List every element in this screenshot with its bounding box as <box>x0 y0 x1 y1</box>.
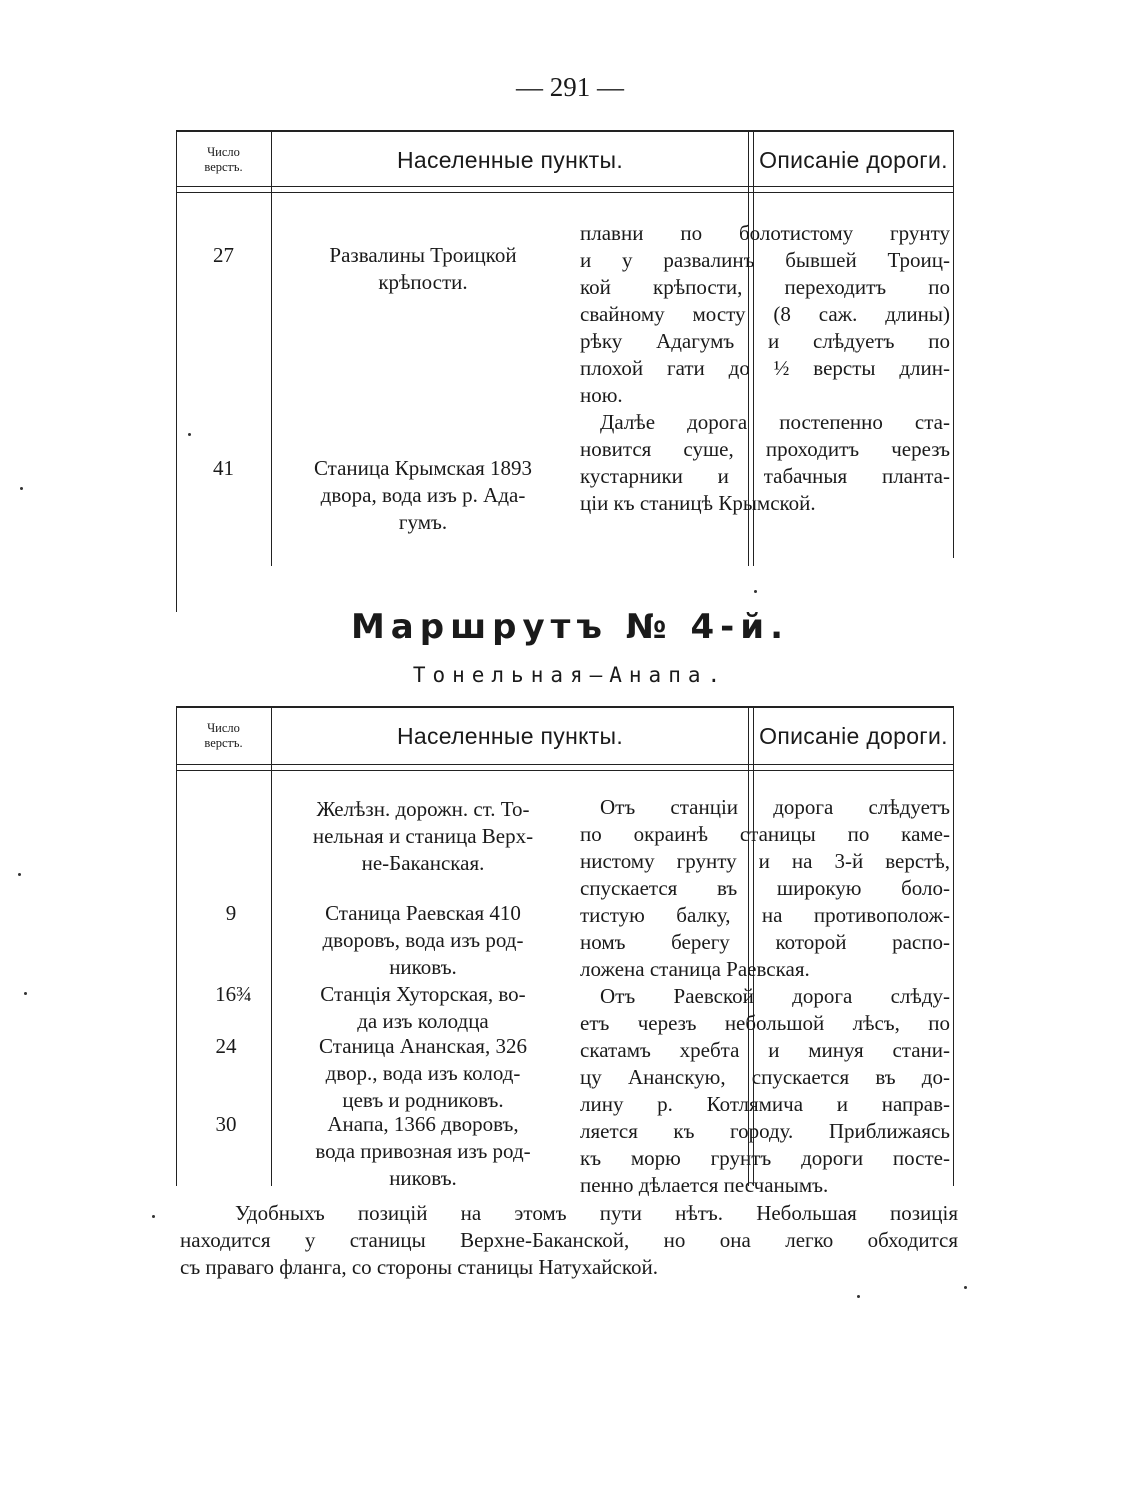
settlement-line: не-Баканская. <box>361 851 485 875</box>
header-versts <box>176 132 271 188</box>
settlement-line: никовъ. <box>389 1166 457 1190</box>
versts-value: 24 <box>215 1034 237 1058</box>
description-line: Отъ Раевской дорога слѣду- <box>600 984 950 1008</box>
description-line: къ морю грунтъ дороги посте- <box>580 1146 950 1170</box>
description-line: ложена станица Раевская. <box>580 957 810 981</box>
description-line: скатамъ хребта и минуя стани- <box>580 1038 950 1062</box>
description-line: свайному мосту (8 саж. длины) <box>580 302 950 326</box>
description-line: спускается въ широкую боло- <box>580 876 950 900</box>
scan-speck <box>20 487 23 490</box>
header-settlements: Населенные пункты. <box>396 146 624 173</box>
settlement-line: Станица Раевская 410 <box>325 901 521 925</box>
versts-value: 9 <box>225 901 237 925</box>
page-number: — 291 — <box>516 72 624 102</box>
description-line: рѣку Адагумъ и слѣдуетъ по <box>580 329 950 353</box>
description-line: кустарники и табачныя планта- <box>580 464 950 488</box>
route-title: Маршрутъ № 4-й. <box>350 607 790 647</box>
description-line: нистому грунту и на 3-й верстѣ, <box>580 849 950 873</box>
versts-value: 16¾ <box>215 982 252 1006</box>
header-versts-line2: верстъ. <box>204 736 243 750</box>
header-double-rule <box>176 186 954 193</box>
description-line: пенно дѣлается песчанымъ. <box>580 1173 829 1197</box>
header-versts-line1: Число <box>207 145 240 159</box>
description-line: етъ черезъ небольшой лѣсъ, по <box>580 1011 950 1035</box>
settlement-line: дворовъ, вода изъ род- <box>322 928 524 952</box>
settlement-name <box>280 900 566 981</box>
footer-line: съ праваго фланга, со стороны станицы Натухайской. <box>180 1255 658 1279</box>
scan-speck <box>24 992 27 995</box>
route-table-2 <box>176 706 954 1197</box>
header-road-description: Описаніе дороги. <box>759 146 948 173</box>
settlement-name <box>280 981 566 1035</box>
header-versts-line1: Число <box>207 721 240 735</box>
description-line: цу Ананскую, спускается въ до- <box>580 1065 950 1089</box>
route-table-1 <box>176 130 954 610</box>
description-line: номъ берегу которой распо- <box>580 930 950 954</box>
description-line: Отъ станціи дорога слѣдуетъ <box>600 795 950 819</box>
scan-speck <box>188 433 191 436</box>
settlement-line: двор., вода изъ колод- <box>325 1061 521 1085</box>
table-left-border <box>176 130 177 612</box>
settlement-line: вода привозная изъ род- <box>315 1139 531 1163</box>
description-line: лину р. Котлямича и направ- <box>580 1092 950 1116</box>
versts-value: 30 <box>215 1112 237 1136</box>
description-line: ною. <box>580 383 623 407</box>
table-right-border <box>953 130 954 558</box>
scan-speck <box>18 873 21 876</box>
road-description <box>580 220 950 517</box>
settlement-line: Станица Крымская 1893 <box>313 456 533 480</box>
footer-line: находится у станицы Верхне-Баканской, но она легко обходится <box>180 1228 958 1252</box>
description-line: ляется къ городу. Приближаясь <box>580 1119 950 1143</box>
scan-speck <box>964 1286 967 1289</box>
settlement-line: никовъ. <box>389 955 457 979</box>
table-header <box>176 706 954 764</box>
header-versts <box>176 708 271 764</box>
versts-value: 41 <box>213 456 234 480</box>
description-line: по окраинѣ станицы по каме- <box>580 822 950 846</box>
description-line: плавни по болотистому грунту <box>580 221 950 245</box>
settlement-line: крѣпости. <box>378 270 468 294</box>
settlement-line: Станція Хуторская, во- <box>320 982 526 1006</box>
settlement-line: двора, вода изъ р. Ада- <box>320 483 526 507</box>
settlement-name <box>280 455 566 536</box>
settlement-line: Анапа, 1366 дворовъ, <box>327 1112 519 1136</box>
description-line: Далѣе дорога постепенно ста- <box>600 410 950 434</box>
settlement-name <box>280 796 566 877</box>
scan-speck <box>754 590 757 593</box>
footer-line: Удобныхъ позицій на этомъ пути нѣтъ. Небольшая позиція <box>235 1201 958 1225</box>
table-right-border <box>953 706 954 1186</box>
scan-speck <box>152 1215 155 1218</box>
settlement-line: Развалины Троицкой <box>329 243 517 267</box>
settlement-line: да изъ колодца <box>357 1009 489 1033</box>
header-versts-line2: верстъ. <box>204 160 243 174</box>
table-header <box>176 130 954 188</box>
settlement-line: нельная и станица Верх- <box>312 824 534 848</box>
description-line: и у развалинъ бывшей Троиц- <box>580 248 950 272</box>
route-subtitle: Тонельная—Анапа. <box>412 663 728 687</box>
road-description <box>580 794 950 1199</box>
settlement-name <box>280 1111 566 1192</box>
settlement-line: цевъ и родниковъ. <box>342 1088 504 1112</box>
column-divider <box>271 130 272 566</box>
footer-note <box>180 1200 958 1281</box>
settlement-line: Желѣзн. дорожн. ст. То- <box>316 797 530 821</box>
settlement-line: гумъ. <box>398 510 448 534</box>
settlement-name <box>280 242 566 296</box>
scan-speck <box>857 1295 860 1298</box>
description-line: кой крѣпости, переходитъ по <box>580 275 950 299</box>
header-settlements: Населенные пункты. <box>396 722 624 749</box>
description-line: плохой гати до ½ версты длин- <box>580 356 950 380</box>
description-line: тистую балку, на противополож- <box>580 903 950 927</box>
header-double-rule <box>176 764 954 771</box>
description-line: новится суше, проходитъ черезъ <box>580 437 950 461</box>
settlement-name <box>280 1033 566 1114</box>
versts-value: 27 <box>213 243 234 267</box>
settlement-line: Станица Ананская, 326 <box>319 1034 527 1058</box>
header-road-description: Описаніе дороги. <box>759 722 948 749</box>
description-line: ціи къ станицѣ Крымской. <box>580 491 816 515</box>
